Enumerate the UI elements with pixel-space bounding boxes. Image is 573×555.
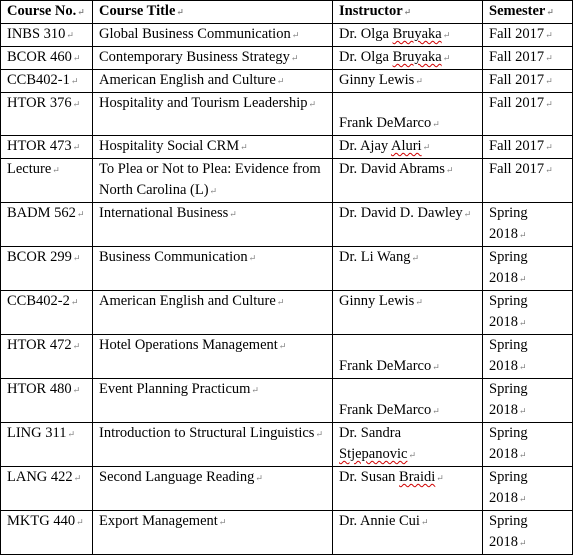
paragraph-mark-icon: ↵ [436,473,444,483]
cell-course-title: American English and Culture↵ [93,70,333,93]
cell-semester: Spring 2018↵ [483,379,573,423]
paragraph-mark-icon: ↵ [519,230,527,240]
cell-course-no: MKTG 440↵ [1,511,93,555]
paragraph-mark-icon: ↵ [176,7,184,17]
cell-course-title: To Plea or Not to Plea: Evidence from North Carolina (L)↵ [93,159,333,203]
paragraph-mark-icon: ↵ [545,142,553,152]
cell-course-no: HTOR 473↵ [1,136,93,159]
cell-course-no: INBS 310↵ [1,24,93,47]
paragraph-mark-icon: ↵ [240,142,248,152]
cell-course-no: HTOR 472↵ [1,335,93,379]
paragraph-mark-icon: ↵ [290,53,299,63]
cell-course-no: LANG 422↵ [1,467,93,511]
cell-semester: Spring 2018↵ [483,291,573,335]
paragraph-mark-icon: ↵ [67,429,76,439]
cell-course-title: Event Planning Practicum↵ [93,379,333,423]
paragraph-mark-icon: ↵ [72,142,81,152]
cell-course-no: Lecture↵ [1,159,93,203]
paragraph-mark-icon: ↵ [70,76,79,86]
paragraph-mark-icon: ↵ [442,53,451,63]
table-row [1,203,573,247]
paragraph-mark-icon: ↵ [519,494,527,504]
cell-course-title: International Business↵ [93,203,333,247]
paragraph-mark-icon: ↵ [519,450,527,460]
cell-instructor: Dr. Ajay Aluri↵ [333,136,483,159]
cell-semester: Spring 2018↵ [483,467,573,511]
paragraph-mark-icon: ↵ [218,517,227,527]
spellcheck-underline: Braidi [399,469,436,485]
paragraph-mark-icon: ↵ [72,341,81,351]
paragraph-mark-icon: ↵ [72,253,81,263]
paragraph-mark-icon: ↵ [463,209,472,219]
cell-instructor: Dr. Annie Cui↵ [333,511,483,555]
cell-course-title: Global Business Communication↵ [93,24,333,47]
cell-semester: Spring 2018↵ [483,423,573,467]
cell-instructor: Dr. Olga Bruyaka↵ [333,24,483,47]
paragraph-mark-icon: ↵ [408,450,417,460]
cell-course-title: Hospitality and Tourism Leadership↵ [93,93,333,136]
cell-course-no: CCB402-2↵ [1,291,93,335]
cell-semester: Spring 2018↵ [483,203,573,247]
table-row [1,291,573,335]
table-row [1,511,573,555]
cell-semester: Fall 2017↵ [483,24,573,47]
paragraph-mark-icon: ↵ [66,30,74,40]
paragraph-mark-icon: ↵ [432,119,440,129]
paragraph-mark-icon: ↵ [72,53,81,63]
cell-course-title: Contemporary Business Strategy↵ [93,47,333,70]
header-row [1,1,573,24]
table-row [1,379,573,423]
cell-instructor: Ginny Lewis↵ [333,70,483,93]
paragraph-mark-icon: ↵ [52,165,60,175]
table-row [1,335,573,379]
paragraph-mark-icon: ↵ [432,406,440,416]
cell-course-title: Hotel Operations Management↵ [93,335,333,379]
paragraph-mark-icon: ↵ [248,253,257,263]
table-row [1,70,573,93]
table-row [1,467,573,511]
table-row [1,423,573,467]
paragraph-mark-icon: ↵ [251,385,259,395]
cell-semester: Spring 2018↵ [483,335,573,379]
paragraph-mark-icon: ↵ [76,517,84,527]
cell-instructor: Dr. Sandra Stjepanovic↵ [333,423,483,467]
cell-course-title: American English and Culture↵ [93,291,333,335]
table-row [1,24,573,47]
cell-course-title: Second Language Reading↵ [93,467,333,511]
paragraph-mark-icon: ↵ [415,297,423,307]
cell-course-no: BCOR 299↵ [1,247,93,291]
paragraph-mark-icon: ↵ [445,165,454,175]
paragraph-mark-icon: ↵ [546,7,554,17]
paragraph-mark-icon: ↵ [411,253,420,263]
paragraph-mark-icon: ↵ [72,385,81,395]
paragraph-mark-icon: ↵ [276,297,285,307]
paragraph-mark-icon: ↵ [209,186,218,196]
paragraph-mark-icon: ↵ [77,7,85,17]
paragraph-mark-icon: ↵ [519,406,527,416]
spellcheck-underline: Aluri [390,138,422,154]
cell-instructor: Dr. Olga Bruyaka↵ [333,47,483,70]
cell-instructor: Dr. David Abrams↵ [333,159,483,203]
header-course-no: Course No.↵ [1,1,93,24]
cell-course-no: LING 311↵ [1,423,93,467]
cell-course-title: Introduction to Structural Linguistics↵ [93,423,333,467]
cell-course-no: HTOR 376↵ [1,93,93,136]
paragraph-mark-icon: ↵ [255,473,263,483]
paragraph-mark-icon: ↵ [291,30,300,40]
cell-course-title: Export Management↵ [93,511,333,555]
paragraph-mark-icon: ↵ [229,209,237,219]
paragraph-mark-icon: ↵ [519,318,527,328]
paragraph-mark-icon: ↵ [70,297,79,307]
paragraph-mark-icon: ↵ [315,429,324,439]
paragraph-mark-icon: ↵ [432,362,440,372]
paragraph-mark-icon: ↵ [73,473,82,483]
paragraph-mark-icon: ↵ [276,76,285,86]
paragraph-mark-icon: ↵ [278,341,287,351]
cell-instructor: Frank DeMarco↵ [333,335,483,379]
paragraph-mark-icon: ↵ [72,99,81,109]
header-semester: Semester↵ [483,1,573,24]
cell-semester: Fall 2017↵ [483,70,573,93]
cell-semester: Fall 2017↵ [483,93,573,136]
cell-instructor: Frank DeMarco↵ [333,379,483,423]
cell-instructor: Dr. Susan Braidi↵ [333,467,483,511]
cell-semester: Fall 2017↵ [483,159,573,203]
paragraph-mark-icon: ↵ [545,165,553,175]
cell-semester: Spring 2018↵ [483,511,573,555]
cell-instructor: Dr. Li Wang↵ [333,247,483,291]
paragraph-mark-icon: ↵ [519,362,527,372]
spellcheck-underline: Bruyaka [392,26,442,42]
cell-course-no: CCB402-1↵ [1,70,93,93]
paragraph-mark-icon: ↵ [545,99,553,109]
cell-course-title: Hospitality Social CRM↵ [93,136,333,159]
paragraph-mark-icon: ↵ [442,30,451,40]
paragraph-mark-icon: ↵ [403,7,412,17]
header-instructor: Instructor↵ [333,1,483,24]
cell-instructor: Frank DeMarco↵ [333,93,483,136]
cell-course-no: HTOR 480↵ [1,379,93,423]
cell-semester: Fall 2017↵ [483,136,573,159]
table-row [1,159,573,203]
cell-course-title: Business Communication↵ [93,247,333,291]
paragraph-mark-icon: ↵ [420,517,429,527]
paragraph-mark-icon: ↵ [415,76,423,86]
table-row [1,47,573,70]
paragraph-mark-icon: ↵ [76,209,85,219]
cell-semester: Fall 2017↵ [483,47,573,70]
cell-course-no: BCOR 460↵ [1,47,93,70]
paragraph-mark-icon: ↵ [545,53,553,63]
paragraph-mark-icon: ↵ [308,99,317,109]
paragraph-mark-icon: ↵ [545,30,553,40]
paragraph-mark-icon: ↵ [545,76,553,86]
spellcheck-underline: Bruyaka [392,49,442,65]
paragraph-mark-icon: ↵ [519,274,527,284]
paragraph-mark-icon: ↵ [519,538,527,548]
cell-semester: Spring 2018↵ [483,247,573,291]
header-course-title: Course Title↵ [93,1,333,24]
spellcheck-underline: Stjepanovic [339,446,408,462]
cell-instructor: Dr. David D. Dawley↵ [333,203,483,247]
table-row [1,136,573,159]
table-row [1,93,573,136]
table-row [1,247,573,291]
cell-course-no: BADM 562↵ [1,203,93,247]
paragraph-mark-icon: ↵ [422,142,431,152]
cell-instructor: Ginny Lewis↵ [333,291,483,335]
